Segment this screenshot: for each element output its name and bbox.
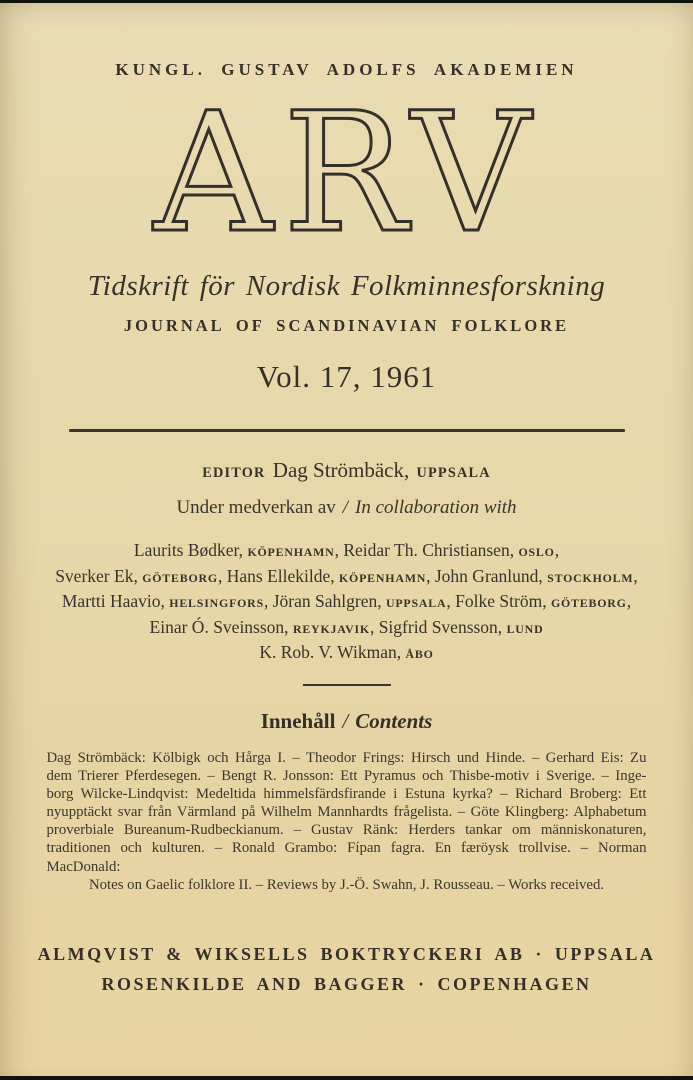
subtitle-english: JOURNAL OF SCANDINAVIAN FOLKLORE [123, 316, 570, 335]
editor-name: Dag Strömbäck, [272, 458, 410, 482]
contents-heading-swedish: Innehåll [260, 709, 336, 733]
collaborator-name: , Folke Ström, [446, 591, 551, 611]
editor-city: UPPSALA [416, 465, 491, 481]
collaborator-city: ÅBO [405, 647, 434, 661]
contents-heading [37, 708, 657, 734]
collaborator-name: , [554, 540, 560, 560]
collaborator-name: , [626, 591, 632, 611]
title-page-content [37, 0, 657, 996]
contents-line: dem Trierer Pferdesegen. – Bengt R. Jonsson: Ett Pyramus och Thisbe-motiv i Sverige. – Inge- [46, 768, 647, 785]
collaborator-city: REYKJAVIK [292, 621, 370, 636]
collaborator-name: , Reidar Th. Christiansen, [334, 540, 519, 560]
collaborator-name: Laurits Bødker, [133, 540, 248, 560]
collaborator-name: K. Rob. V. Wikman, [259, 642, 406, 662]
contents-line: traditionen och kulturen. – Ronald Grambo: Fípan fagra. En færöysk trollvise. – Norman MacDonald: [46, 840, 647, 875]
contents-line: nyupptäckt svar från Värmland på Wilhelm Mannhardts frågelista. – Göte Klingberg: Alphabetum [46, 804, 647, 821]
collaborator-name: , John Granlund, [426, 565, 548, 586]
collaborator-city: STOCKHOLM [547, 570, 634, 585]
collaborator-line [37, 590, 657, 616]
divider-rule [69, 429, 625, 432]
imprint-line-1: ALMQVIST & WIKSELLS BOKTRYCKERI AB · UPPSALA [37, 943, 656, 964]
collaborator-city: GÖTEBORG [550, 596, 627, 610]
contents-paragraph [47, 749, 647, 894]
scan-edge-top [0, 0, 693, 3]
contents-line: Notes on Gaelic folklore II. – Reviews by J.-Ö. Swahn, J. Rousseau. – Works received. [88, 876, 605, 893]
collaborator-name: , Jöran Sahlgren, [263, 591, 386, 611]
collaborator-name: Sverker Ek, [55, 565, 143, 586]
collaboration-intro-english: In collaboration with [355, 497, 517, 518]
collaborator-line [37, 641, 657, 667]
collaborator-city: OSLO [518, 545, 555, 559]
collaboration-intro-swedish: Under medverkan av [176, 497, 336, 518]
editor-line [37, 456, 657, 487]
arv-logo [97, 104, 597, 248]
contents-line: proverbiale Bureanum-Rudbeckianum. – Gustav Ränk: Herders tankar om människonaturen, [46, 822, 647, 839]
volume-line: Vol. 17, 1961 [256, 359, 437, 394]
arv-logo-text: ARV [153, 104, 540, 248]
collaborator-name: , Sigfrid Svensson, [369, 616, 507, 637]
collaborator-name: Einar Ó. Sveinsson, [149, 616, 293, 637]
section-rule [303, 684, 391, 687]
contents-line: Dag Strömbäck: Kölbigk och Hårga I. – Theodor Frings: Hirsch und Hinde. – Gerhard Eis: Zu [46, 750, 647, 766]
editor-label: EDITOR [202, 465, 266, 481]
imprint-line-2: ROSENKILDE AND BAGGER · COPENHAGEN [101, 973, 592, 994]
collaborator-line [37, 539, 657, 565]
contents-separator: / [342, 709, 349, 733]
collaborator-line [37, 616, 657, 642]
collaborators-block [37, 539, 657, 667]
collaborator-city: HELSINGFORS [169, 596, 264, 610]
collaborator-name: Martti Haavio, [61, 591, 170, 611]
collaborator-name: , Hans Ellekilde, [217, 565, 339, 586]
collaborator-city: KÖPENHAMN [339, 570, 427, 585]
scan-edge-bottom [0, 1076, 693, 1080]
collaborator-name: , [633, 565, 638, 586]
collaborator-line [37, 565, 657, 591]
collaborator-city: LUND [506, 621, 544, 636]
contents-line: borg Wilcke-Lindqvist: Medeltida himmelsfärdsfirande i Estuna kyrka? – Richard Broberg: Ett [46, 786, 647, 803]
collaborator-city: KÖPENHAMN [247, 545, 335, 559]
collaborator-city: GÖTEBORG [142, 570, 218, 585]
collaboration-intro [37, 495, 657, 521]
academy-name: KUNGL. GUSTAV ADOLFS AKADEMIEN [115, 60, 578, 79]
collaboration-separator: / [342, 497, 349, 518]
contents-heading-english: Contents [355, 709, 433, 733]
collaborator-city: UPPSALA [385, 596, 447, 610]
subtitle-swedish: Tidskrift för Nordisk Folkminnesforskning [87, 270, 606, 302]
